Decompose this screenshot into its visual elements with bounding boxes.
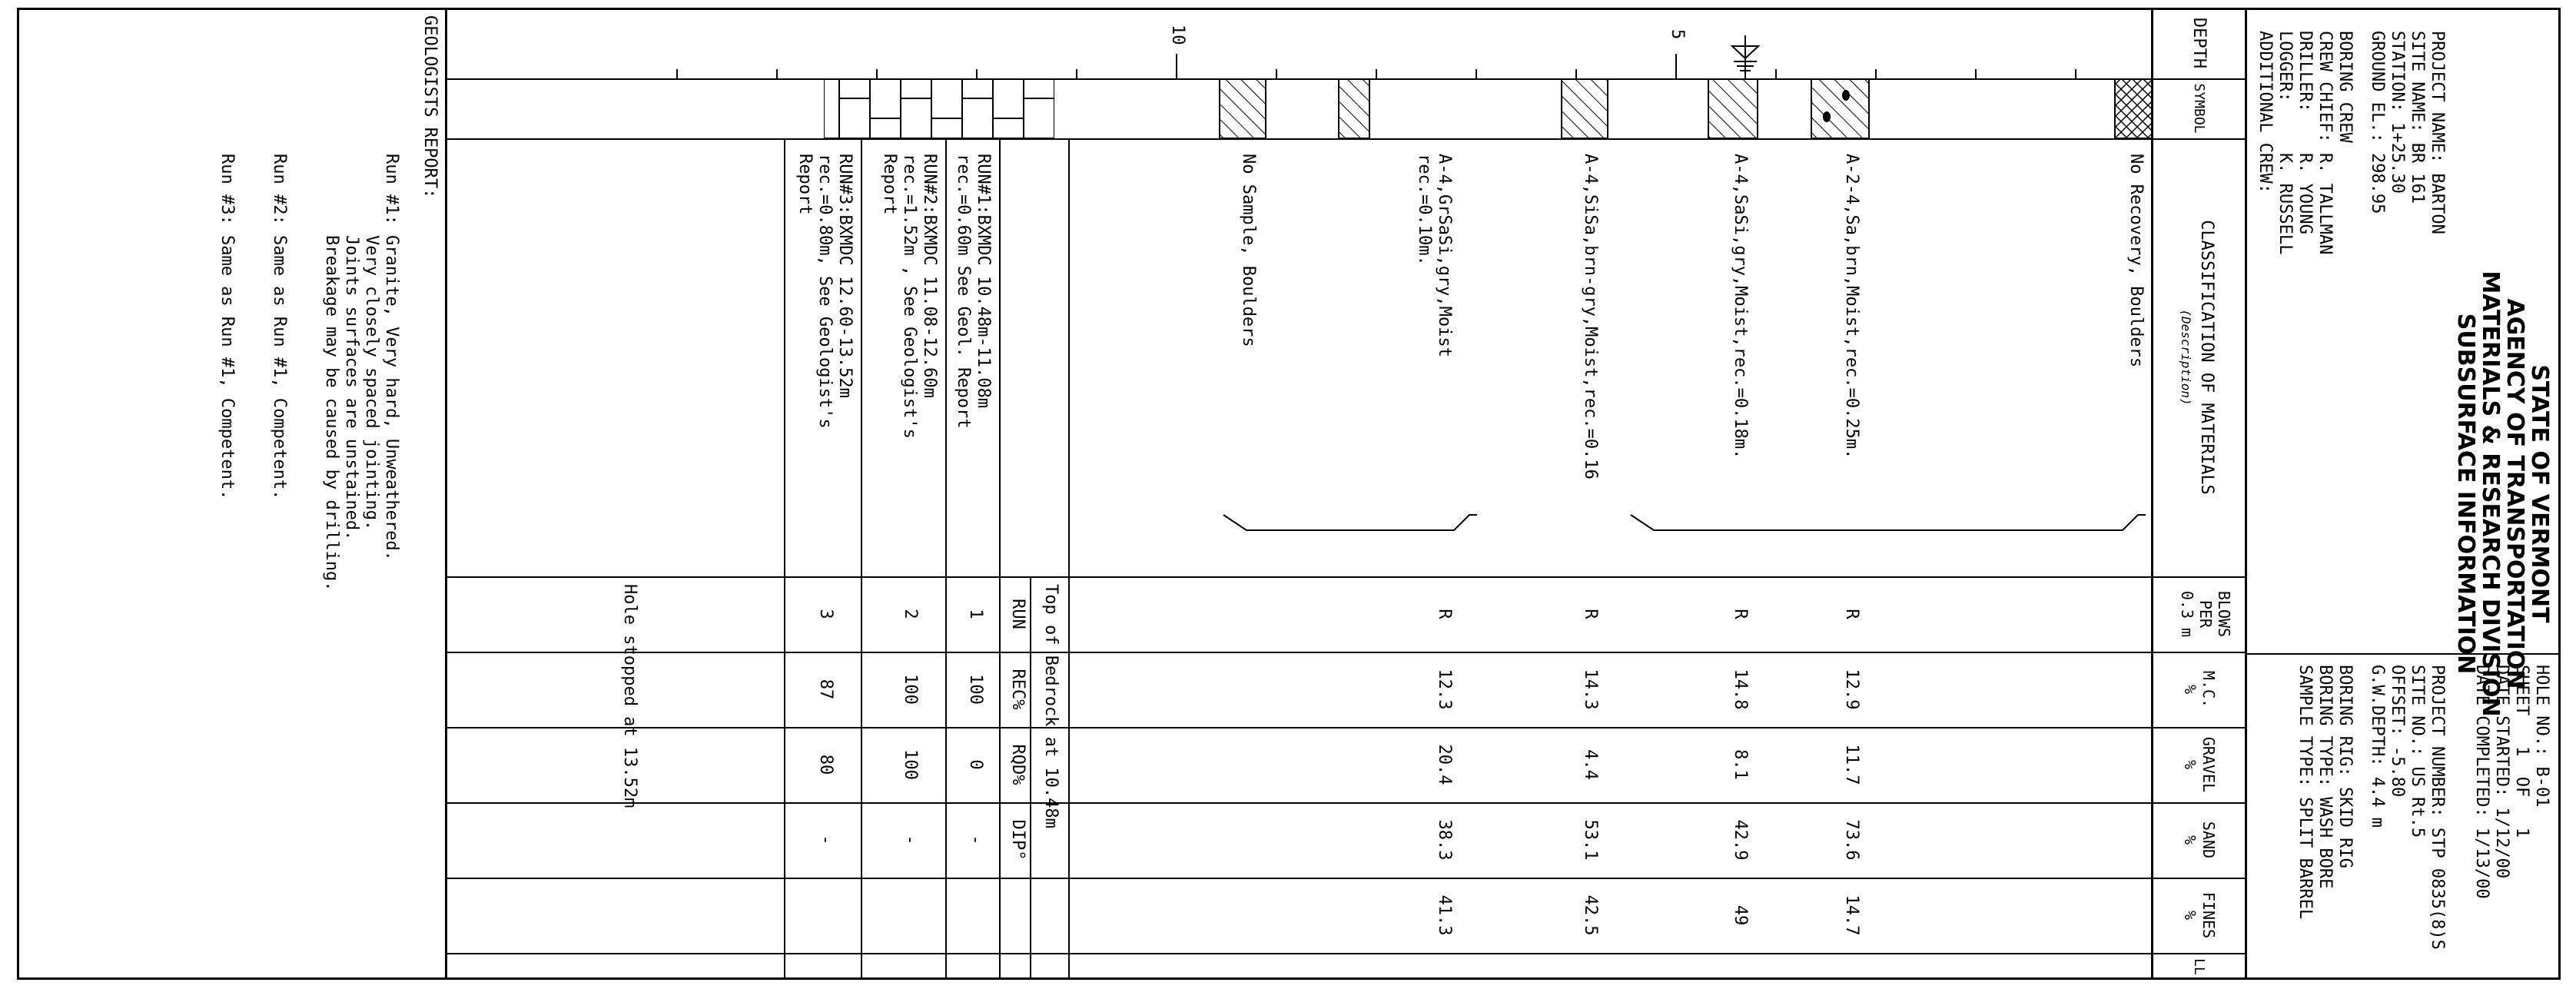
- geologist-report-line: Run #1: Granite, Very hard, Unweathered.: [382, 154, 401, 561]
- col-blows-header: BLOWS PER 0.3 m: [2178, 590, 2233, 638]
- blows-value: R: [1435, 609, 1454, 619]
- agency-title-line-3: MATERIALS & RESEARCH DIVISION: [2477, 270, 2504, 717]
- geologist-report-line: Run #3: Same as Run #1, Competent.: [217, 154, 237, 500]
- driller: DRILLER: R. YOUNG: [2295, 31, 2315, 234]
- sample-description: No Recovery, Boulders: [2126, 154, 2146, 368]
- col-divider-class: [447, 576, 2247, 578]
- depth-tick: [776, 69, 778, 78]
- boring-type: BORING TYPE: WASH BORE: [2315, 665, 2335, 889]
- core-header-bottom-rule: [999, 138, 1001, 980]
- geologist-report-line: Breakage may be caused by drilling.: [322, 154, 341, 592]
- sample-type: SAMPLE TYPE: SPLIT BARREL: [2295, 665, 2315, 920]
- depth-tick: [1675, 54, 1677, 78]
- mc-value: 12.9: [1842, 669, 1861, 710]
- col-divider-gravel: [447, 802, 2247, 804]
- depth-tick: [2075, 69, 2076, 78]
- col-fines-header: FINES %: [2181, 891, 2218, 939]
- soil-symbol-column: [1039, 78, 2153, 138]
- project-number: PROJECT NUMBER: STP 0835(8)S: [2428, 665, 2447, 950]
- sand-value: 42.9: [1731, 819, 1750, 861]
- gravel-value: 4.4: [1581, 749, 1600, 780]
- sample-description: No Sample, Boulders: [1239, 154, 1258, 347]
- date-completed: DATE COMPLETED: 1/13/00: [2472, 665, 2491, 899]
- mc-value: 14.3: [1581, 669, 1600, 710]
- geologist-report-line: Very closely spaced jointing.: [362, 154, 381, 531]
- core-rec-value: 87: [816, 679, 835, 700]
- col-divider-blows: [447, 652, 2247, 653]
- depth-tick: [676, 69, 678, 78]
- offset: OFFSET: -5.80: [2388, 665, 2407, 798]
- blows-value: R: [1581, 609, 1600, 619]
- core-rqd-value: 80: [816, 754, 835, 775]
- core-dip-value: -: [966, 835, 985, 845]
- groundwater-triangle-icon: [1729, 35, 1761, 78]
- col-mc-header: M.C. %: [2181, 670, 2218, 709]
- station: STATION: 1+25.30: [2388, 31, 2407, 194]
- additional-crew: ADDITIONAL CREW:: [2256, 31, 2275, 194]
- hole-stopped-note: Hole stopped at 13.52m: [620, 584, 639, 808]
- core-dip-header: DIP°: [1008, 819, 1027, 861]
- gravel-value: 20.4: [1435, 744, 1454, 785]
- col-divider-sand: [447, 878, 2247, 879]
- sample-brackets: [1193, 138, 2153, 576]
- depth-tick: [1476, 69, 1477, 78]
- boring-crew-label: BORING CREW: [2335, 31, 2355, 143]
- core-run-description: RUN#2:BXMDC 11.08-12.60m rec.=1.52m , See Geologist's Report: [880, 154, 939, 439]
- header-divider: [2246, 653, 2561, 655]
- core-rec-value: 100: [966, 674, 985, 705]
- depth-tick: [876, 69, 878, 78]
- fines-value: 41.3: [1435, 894, 1454, 936]
- core-row-rule: [945, 138, 947, 980]
- core-run-description: RUN#1:BXMDC 10.48m-11.08m rec.=0.60m See Geol. Report: [954, 154, 993, 429]
- core-rec-header: REC%: [1008, 669, 1027, 710]
- mc-value: 12.3: [1435, 669, 1454, 710]
- core-run-header: RUN: [1008, 599, 1027, 629]
- groundwater-depth: G.W.DEPTH: 4.4 m: [2368, 665, 2387, 828]
- geologist-report-rule: [445, 8, 447, 980]
- depth-tick: [1376, 69, 1377, 78]
- col-depth-header: DEPTH: [2189, 17, 2209, 69]
- hole-number: HOLE NO.: B-01: [2532, 665, 2551, 808]
- col-classification-header: CLASSIFICATION OF MATERIALS: [2197, 220, 2216, 495]
- depth-tick: [1775, 69, 1777, 78]
- core-rqd-value: 100: [901, 749, 920, 780]
- fines-value: 42.5: [1581, 894, 1600, 936]
- core-run-number: 1: [966, 609, 985, 619]
- mc-value: 14.8: [1731, 669, 1750, 710]
- fines-value: 49: [1731, 904, 1750, 926]
- sample-description: A-4,SaSi,gry,Moist,rec.=0.18m.: [1731, 154, 1750, 460]
- gravel-value: 8.1: [1731, 749, 1750, 780]
- core-dip-value: -: [901, 835, 920, 845]
- col-ll-header: LL: [2191, 958, 2207, 975]
- core-run-number: 3: [816, 609, 835, 619]
- depth-tick: [976, 69, 978, 78]
- depth-tick: [1875, 69, 1877, 78]
- agency-title-line-2: AGENCY OF TRANSPORTATION: [2501, 298, 2528, 689]
- col-divider-mc: [447, 727, 2247, 728]
- fines-value: 14.7: [1842, 894, 1861, 936]
- core-rqd-header: RQD%: [1008, 744, 1027, 785]
- sample-description: A-2-4,Sa,brn,Moist,rec.=0.25m.: [1842, 154, 1861, 460]
- ground-elevation: GROUND EL.: 298.95: [2368, 31, 2387, 214]
- header-bottom-rule: [2245, 8, 2247, 980]
- crew-chief: CREW CHIEF: R. TALLMAN: [2315, 31, 2335, 255]
- sand-value: 73.6: [1842, 819, 1861, 861]
- col-description-subheader: (Description): [2179, 309, 2193, 406]
- agency-title-line-1: STATE OF VERMONT: [2526, 364, 2553, 623]
- geologist-report-title: GEOLOGISTS REPORT:: [420, 15, 440, 199]
- sample-description: A-4,GrSaSi,gry,Moist rec.=0.10m.: [1415, 154, 1454, 357]
- core-run-number: 2: [901, 609, 920, 619]
- core-header-rule: [1030, 576, 1031, 980]
- core-dip-value: -: [816, 835, 835, 845]
- depth-tick: [1176, 54, 1177, 78]
- col-divider-fines: [447, 953, 2247, 954]
- geologist-report-line: Run #2: Same as Run #1, Competent.: [270, 154, 289, 500]
- col-symbol-header: SYMBOL: [2191, 83, 2207, 134]
- boring-rig: BORING RIG: SKID RIG: [2335, 665, 2355, 868]
- bedrock-symbol: [824, 78, 1054, 138]
- site-name: SITE NAME: BR 161: [2408, 31, 2427, 204]
- sand-value: 53.1: [1581, 819, 1600, 861]
- core-rec-value: 100: [901, 674, 920, 705]
- core-row-rule: [784, 138, 785, 980]
- depth-tick: [1975, 69, 1977, 78]
- blows-value: R: [1842, 609, 1861, 619]
- core-rqd-value: 0: [966, 759, 985, 770]
- logger: LOGGER: K. RUSSELL: [2276, 31, 2295, 255]
- bedrock-note: Top of Bedrock at 10.48m: [1041, 584, 1061, 828]
- bedrock-rule: [1068, 138, 1070, 980]
- site-number: SITE NO.: US Rt.5: [2408, 665, 2427, 838]
- sample-description: A-4,SiSa,brn-gry,Moist,rec.=0.16: [1581, 154, 1600, 480]
- depth-tick: [1575, 69, 1577, 78]
- project-name: PROJECT NAME: BARTON: [2428, 31, 2447, 234]
- core-run-description: RUN#3:BXMDC 12.60-13.52m rec.=0.80m, See Geologist's Report: [795, 154, 855, 429]
- gravel-value: 11.7: [1842, 744, 1861, 785]
- depth-tick: [1076, 69, 1077, 78]
- col-sand-header: SAND %: [2181, 821, 2218, 859]
- depth-tick: [1276, 69, 1277, 78]
- col-gravel-header: GRAVEL %: [2181, 736, 2218, 793]
- core-row-rule: [861, 138, 862, 980]
- date-started: DATE STARTED: 1/12/00: [2492, 665, 2511, 879]
- depth-label-5: 5: [1668, 29, 1687, 40]
- blows-value: R: [1731, 609, 1750, 619]
- geologist-report-line: Joints surfaces are unstained.: [342, 154, 361, 541]
- sand-value: 38.3: [1435, 819, 1454, 861]
- depth-label-10: 10: [1168, 25, 1187, 45]
- agency-title-line-4: SUBSURFACE INFORMATION: [2452, 313, 2479, 675]
- sheet-count: SHEET 1 OF 1: [2512, 665, 2531, 838]
